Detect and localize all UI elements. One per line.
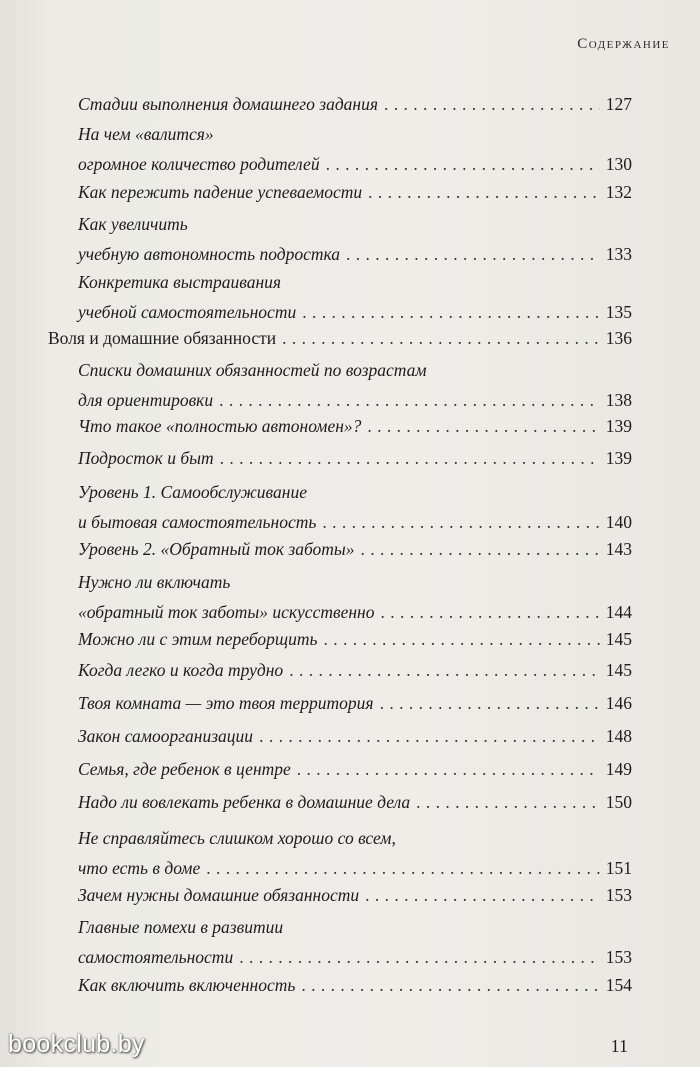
dot-leader: [289, 659, 600, 681]
dot-leader: [367, 415, 599, 437]
dot-leader: [239, 946, 600, 968]
toc-page-number: 135: [605, 302, 632, 322]
toc-page-number: 153: [605, 947, 632, 967]
toc-entry-title-line: Как увеличить: [78, 214, 188, 234]
toc-page-number: 138: [605, 390, 632, 410]
toc-page-number: 146: [605, 693, 632, 713]
toc-page-number: 154: [605, 975, 632, 995]
toc-page-number: 133: [605, 244, 632, 264]
toc-entry-title-line: учебной самостоятельности: [78, 302, 297, 322]
toc-entry-title-line: Закон самоорганизации: [78, 726, 254, 746]
toc-entry-title-line: огромное количество родителей: [78, 154, 320, 174]
toc-entry-title-line: Можно ли с этим переборщить: [78, 629, 318, 649]
watermark-site: bookclub.by: [8, 1030, 145, 1058]
toc-page-number: 144: [605, 602, 632, 622]
dot-leader: [361, 538, 600, 560]
toc-entry-title-line: Стадии выполнения домашнего задания: [78, 94, 378, 114]
dot-leader: [368, 181, 600, 203]
toc-page-number: 153: [605, 885, 632, 905]
page-number: 11: [610, 1036, 628, 1056]
toc-page-number: 145: [605, 660, 632, 680]
toc-page-number: 149: [605, 759, 632, 779]
toc-entry-title-line: Списки домашних обязанностей по возрастам: [78, 360, 427, 380]
toc-entry-title-line: Зачем нужны домашние обязанности: [78, 885, 360, 905]
dot-leader: [282, 327, 600, 349]
toc-entry-title-line: Как включить включенность: [78, 975, 296, 995]
toc-entry-title-line: Семья, где ребенок в центре: [78, 759, 291, 779]
toc-entry-title-line: Воля и домашние обязанности: [48, 328, 277, 348]
toc-entry-title-line: Главные помехи в развитии: [78, 917, 284, 937]
toc-page-number: 140: [605, 512, 632, 532]
toc-entry-title-line: Конкретика выстраивания: [78, 272, 282, 292]
dot-leader: [302, 301, 600, 323]
dot-leader: [259, 725, 600, 747]
dot-leader: [220, 447, 600, 469]
dot-leader: [322, 511, 599, 533]
toc-page-number: 132: [605, 182, 632, 202]
toc-page-number: 145: [605, 629, 632, 649]
dot-leader: [365, 884, 600, 906]
toc-entry-title-line: что есть в доме: [78, 858, 201, 878]
dot-leader: [380, 601, 599, 623]
toc-entry-title-line: Уровень 1. Самообслуживание: [78, 482, 307, 502]
toc-page-number: 148: [605, 726, 632, 746]
toc-entry-title-line: учебную автономность подростка: [78, 244, 340, 264]
dot-leader: [416, 791, 600, 813]
running-head: Содержание: [577, 36, 670, 52]
toc-entry-title-line: Твоя комната — это твоя территория: [78, 693, 374, 713]
toc-page-number: 139: [605, 448, 632, 468]
toc-page-number: 150: [605, 792, 632, 812]
toc-page-number: 130: [605, 154, 632, 174]
dot-leader: [326, 153, 600, 175]
dot-leader: [380, 692, 600, 714]
toc-entry-title-line: Как пережить падение успеваемости: [78, 182, 363, 202]
toc-entry-title-line: Не справляйтесь слишком хорошо со всем,: [78, 828, 396, 848]
dot-leader: [219, 389, 600, 411]
dot-leader: [206, 857, 600, 879]
dot-leader: [384, 93, 600, 115]
dot-leader: [323, 628, 599, 650]
dot-leader: [301, 974, 599, 996]
toc-page-number: 151: [605, 858, 632, 878]
dot-leader: [297, 758, 600, 780]
toc-entry-title-line: Надо ли вовлекать ребенка в домашние дела: [78, 792, 411, 812]
toc-page-number: 127: [605, 94, 632, 114]
toc-page-number: 136: [605, 328, 632, 348]
toc-page-number: 143: [605, 539, 632, 559]
toc-entry-title-line: «обратный ток заботы» искусственно: [78, 602, 375, 622]
toc-entry-title-line: Подросток и быт: [78, 448, 214, 468]
toc-page-number: 139: [605, 416, 632, 436]
toc-entry-title-line: и бытовая самостоятельность: [78, 512, 317, 532]
toc-entry-title-line: Нужно ли включать: [78, 572, 231, 592]
dot-leader: [346, 243, 600, 265]
toc-entry-title-line: Когда легко и когда трудно: [78, 660, 284, 680]
toc-entry-title-line: На чем «валится»: [78, 124, 214, 144]
toc-entry-title-line: для ориентировки: [78, 390, 214, 410]
toc-entry-title-line: самостоятельности: [78, 947, 234, 967]
toc-entry-title-line: Уровень 2. «Обратный ток заботы»: [78, 539, 355, 559]
toc-entry-title-line: Что такое «полностью автономен»?: [78, 416, 362, 436]
